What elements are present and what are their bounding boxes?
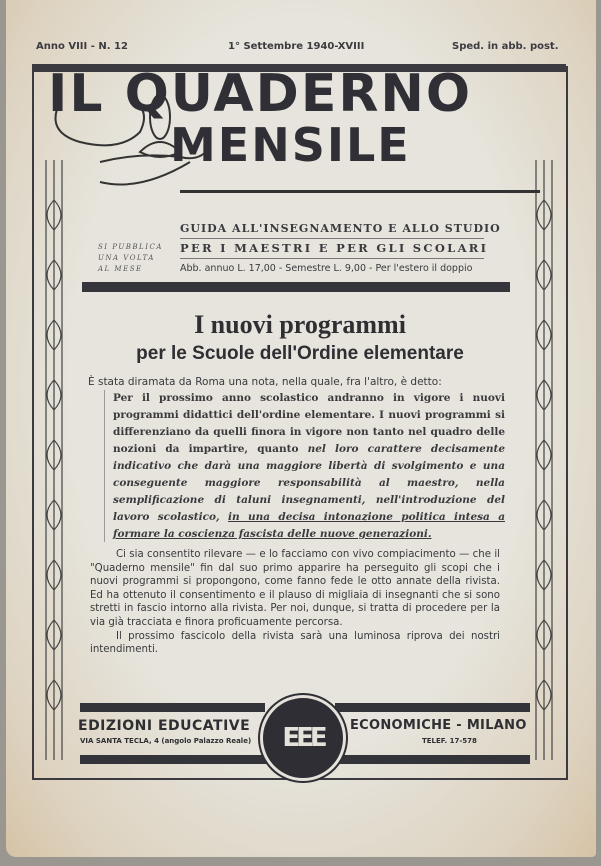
publisher-logo-icon: EEE bbox=[260, 695, 346, 781]
issue-date: 1° Settembre 1940-XVIII bbox=[228, 41, 365, 52]
subscription-prices: Abb. annuo L. 17,00 - Semestre L. 9,00 - Per l'estero il doppio bbox=[180, 263, 473, 274]
quote-underlined-text: in una decisa intonazione politica intesa a formare la coscienza fascista delle nuove generazioni. bbox=[113, 511, 505, 540]
frequency-line: AL MESE bbox=[98, 265, 143, 273]
postal-note: Sped. in abb. post. bbox=[452, 41, 559, 52]
quote-text: Per il prossimo anno scolastico andranno in vigore i nuovi programmi didattici dell'ordine elementare. I nuovi programmi si differenziano da quelli finora in vigore non tanto nel quadro delle nozioni da impartire, quanto bbox=[113, 392, 505, 455]
frequency-line: UNA VOLTA bbox=[98, 254, 155, 262]
quoted-note bbox=[104, 390, 505, 542]
publisher-phone: TELEF. 17-578 bbox=[422, 737, 477, 745]
publication-frequency bbox=[98, 242, 163, 275]
subtitle-audience: PER I MAESTRI E PER GLI SCOLARI bbox=[180, 241, 489, 255]
wheat-ornament-right-icon bbox=[518, 160, 564, 760]
publisher-name-left: EDIZIONI EDUCATIVE bbox=[78, 718, 251, 734]
issue-number: Anno VIII - N. 12 bbox=[36, 41, 128, 52]
body-paragraph: Il prossimo fascicolo della rivista sarà una luminosa riprova dei nostri intendimenti. bbox=[90, 630, 500, 656]
separator-band bbox=[82, 282, 510, 292]
wheat-ornament-left-icon bbox=[34, 160, 80, 760]
magazine-title-line2: MENSILE bbox=[170, 118, 411, 172]
article-intro: È stata diramata da Roma una nota, nella quale, fra l'altro, è detto: bbox=[88, 376, 442, 388]
frequency-line: SI PUBBLICA bbox=[98, 243, 163, 251]
article-headline: I nuovi programmi bbox=[194, 310, 406, 339]
publisher-address: VIA SANTA TECLA, 4 (angolo Palazzo Reale) bbox=[80, 737, 252, 745]
article-subheadline: per le Scuole dell'Ordine elementare bbox=[136, 343, 464, 364]
subtitle-guide: GUIDA ALL'INSEGNAMENTO E ALLO STUDIO bbox=[180, 222, 501, 235]
quote-italic-text: nel loro carattere decisamente indicativo che darà una maggiore libertà di svolgimento e una conseguente maggiore responsabilità al maestro, nella semplificazione di taluni insegnamenti, nell'introduzione del lavoro scolastico, bbox=[113, 443, 506, 523]
article-body bbox=[90, 548, 500, 657]
body-paragraph: Ci sia consentito rilevare — e lo facciamo con vivo compiacimento — che il "Quaderno mensile" fin dal suo primo apparire ha perseguito gli scopi che i nuovi programmi si propongono, come fanno fede le otto annate della rivista. Ed ha ottenuto il consentimento e il plauso di migliaia di insegnanti che si sono stretti in fascio intorno alla rivista. Per noi, dunque, si tratta di procedere per la via già tracciata e finora proficuamente percorsa. bbox=[90, 549, 500, 628]
publisher-banner bbox=[70, 695, 530, 775]
magazine-title-line1: IL QUADERNO bbox=[48, 64, 473, 124]
publisher-name-right: ECONOMICHE - MILANO bbox=[350, 718, 527, 733]
